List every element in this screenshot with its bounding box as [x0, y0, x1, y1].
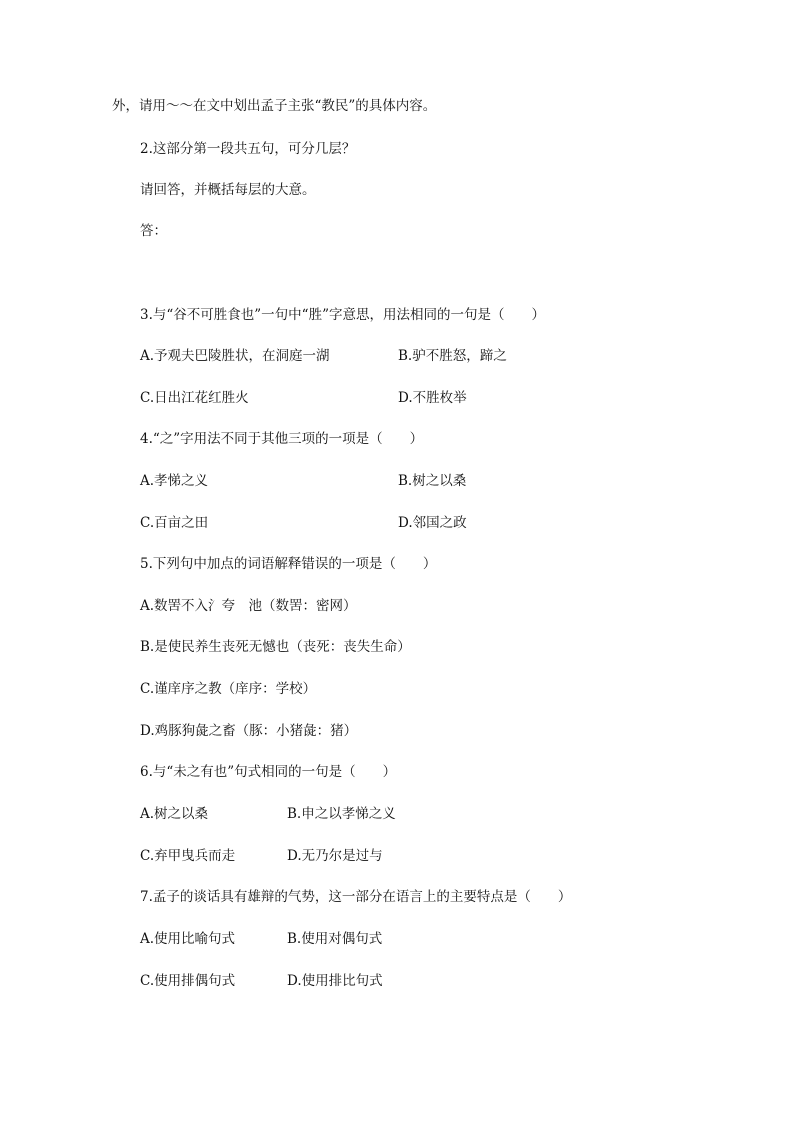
question-7-option-a: A.使用比喻句式	[140, 931, 236, 947]
question-3-option-c: C.日出江花红胜火	[140, 390, 249, 406]
question-4-option-d: D.邻国之政	[398, 515, 467, 531]
question-7: 7.孟子的谈话具有雄辩的气势，这一部分在语言上的主要特点是（ ）	[140, 889, 572, 905]
question-4-option-b: B.树之以桑	[398, 473, 467, 489]
question-4-option-c: C.百亩之田	[140, 515, 209, 531]
question-2-answer-label: 答：	[140, 223, 167, 239]
question-3: 3.与“谷不可胜食也”一句中“胜”字意思，用法相同的一句是（ ）	[140, 307, 545, 323]
question-3-option-b: B.驴不胜怒，蹄之	[398, 348, 507, 364]
question-3-option-d: D.不胜枚举	[398, 390, 467, 406]
question-5: 5.下列句中加点的词语解释错误的一项是（ ）	[140, 556, 437, 572]
question-7-option-b: B.使用对偶句式	[287, 931, 383, 947]
question-3-option-a: A.予观夫巴陵胜状，在洞庭一湖	[140, 348, 330, 364]
question-6-option-b: B.申之以孝悌之义	[287, 806, 396, 822]
question-4-option-a: A.孝悌之义	[140, 473, 209, 489]
question-5-option-a: A.数罟不入氵夸 池（数罟：密网）	[140, 598, 357, 614]
question-2-instruction: 请回答，并概括每层的大意。	[140, 182, 316, 198]
question-6-option-d: D.无乃尔是过与	[287, 848, 383, 864]
question-7-option-c: C.使用排偶句式	[140, 973, 236, 989]
question-5-option-d: D.鸡豚狗彘之畜（豚：小猪彘：猪）	[140, 723, 358, 739]
question-7-option-d: D.使用排比句式	[287, 973, 383, 989]
question-2: 2.这部分第一段共五句，可分几层？	[140, 141, 356, 157]
question-6: 6.与“未之有也”句式相同的一句是（ ）	[140, 764, 397, 780]
question-5-option-b: B.是使民养生丧死无憾也（丧死：丧失生命）	[140, 639, 411, 655]
question-6-option-a: A.树之以桑	[140, 806, 209, 822]
question-5-option-c: C.谨庠序之教（庠序：学校）	[140, 681, 317, 697]
question-4: 4.“之”字用法不同于其他三项的一项是（ ）	[140, 431, 424, 447]
text-line-continuation: 外，请用～～在文中划出孟子主张“教民”的具体内容。	[112, 98, 437, 114]
question-6-option-c: C.弃甲曳兵而走	[140, 848, 236, 864]
